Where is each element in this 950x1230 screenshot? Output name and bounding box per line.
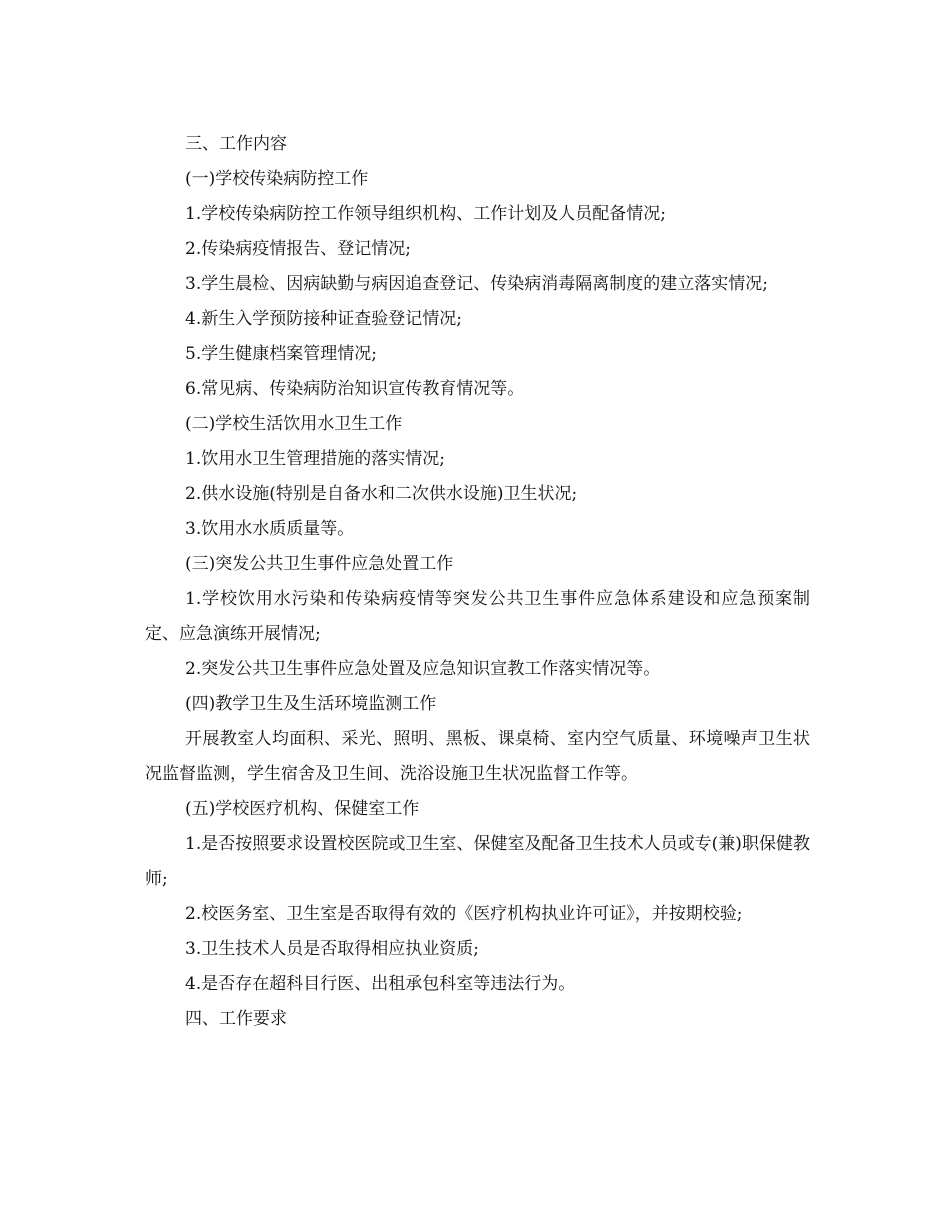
document-body [145, 127, 810, 1037]
list-item: 1.学校饮用水污染和传染病疫情等突发公共卫生事件应急体系建设和应急预案制定、应急演练开展情况; [145, 589, 810, 644]
body-paragraph: 开展教室人均面积、采光、照明、黑板、课桌椅、室内空气质量、环境噪声卫生状况监督监测，学生宿舍及卫生间、洗浴设施卫生状况监督工作等。 [145, 729, 810, 784]
list-item: 5.学生健康档案管理情况; [185, 344, 377, 364]
subsection-heading-emergency-response: (三)突发公共卫生事件应急处置工作 [185, 554, 454, 574]
list-item: 3.学生晨检、因病缺勤与病因追查登记、传染病消毒隔离制度的建立落实情况; [185, 274, 768, 294]
list-item: 2.突发公共卫生事件应急处置及应急知识宣教工作落实情况等。 [185, 659, 661, 679]
section-heading-work-content: 三、工作内容 [185, 134, 287, 154]
list-item: 6.常见病、传染病防治知识宣传教育情况等。 [185, 379, 525, 399]
list-item: 1.是否按照要求设置校医院或卫生室、保健室及配备卫生技术人员或专(兼)职保健教师; [145, 834, 810, 889]
list-item: 2.供水设施(特别是自备水和二次供水设施)卫生状况; [185, 484, 578, 504]
subsection-heading-medical-institutions: (五)学校医疗机构、保健室工作 [185, 799, 420, 819]
list-item: 4.新生入学预防接种证查验登记情况; [185, 309, 462, 329]
list-item: 1.饮用水卫生管理措施的落实情况; [185, 449, 445, 469]
list-item: 2.传染病疫情报告、登记情况; [185, 239, 411, 259]
list-item: 4.是否存在超科目行医、出租承包科室等违法行为。 [185, 974, 576, 994]
list-item: 2.校医务室、卫生室是否取得有效的《医疗机构执业许可证》，并按期校验; [185, 904, 743, 924]
subsection-heading-infectious-disease: (一)学校传染病防控工作 [185, 169, 369, 189]
subsection-heading-environment-monitoring: (四)教学卫生及生活环境监测工作 [185, 694, 437, 714]
subsection-heading-drinking-water: (二)学校生活饮用水卫生工作 [185, 414, 403, 434]
section-heading-work-requirements: 四、工作要求 [185, 1009, 287, 1029]
list-item: 3.卫生技术人员是否取得相应执业资质; [185, 939, 479, 959]
list-item: 1.学校传染病防控工作领导组织机构、工作计划及人员配备情况; [185, 204, 666, 224]
list-item: 3.饮用水水质质量等。 [185, 519, 355, 539]
